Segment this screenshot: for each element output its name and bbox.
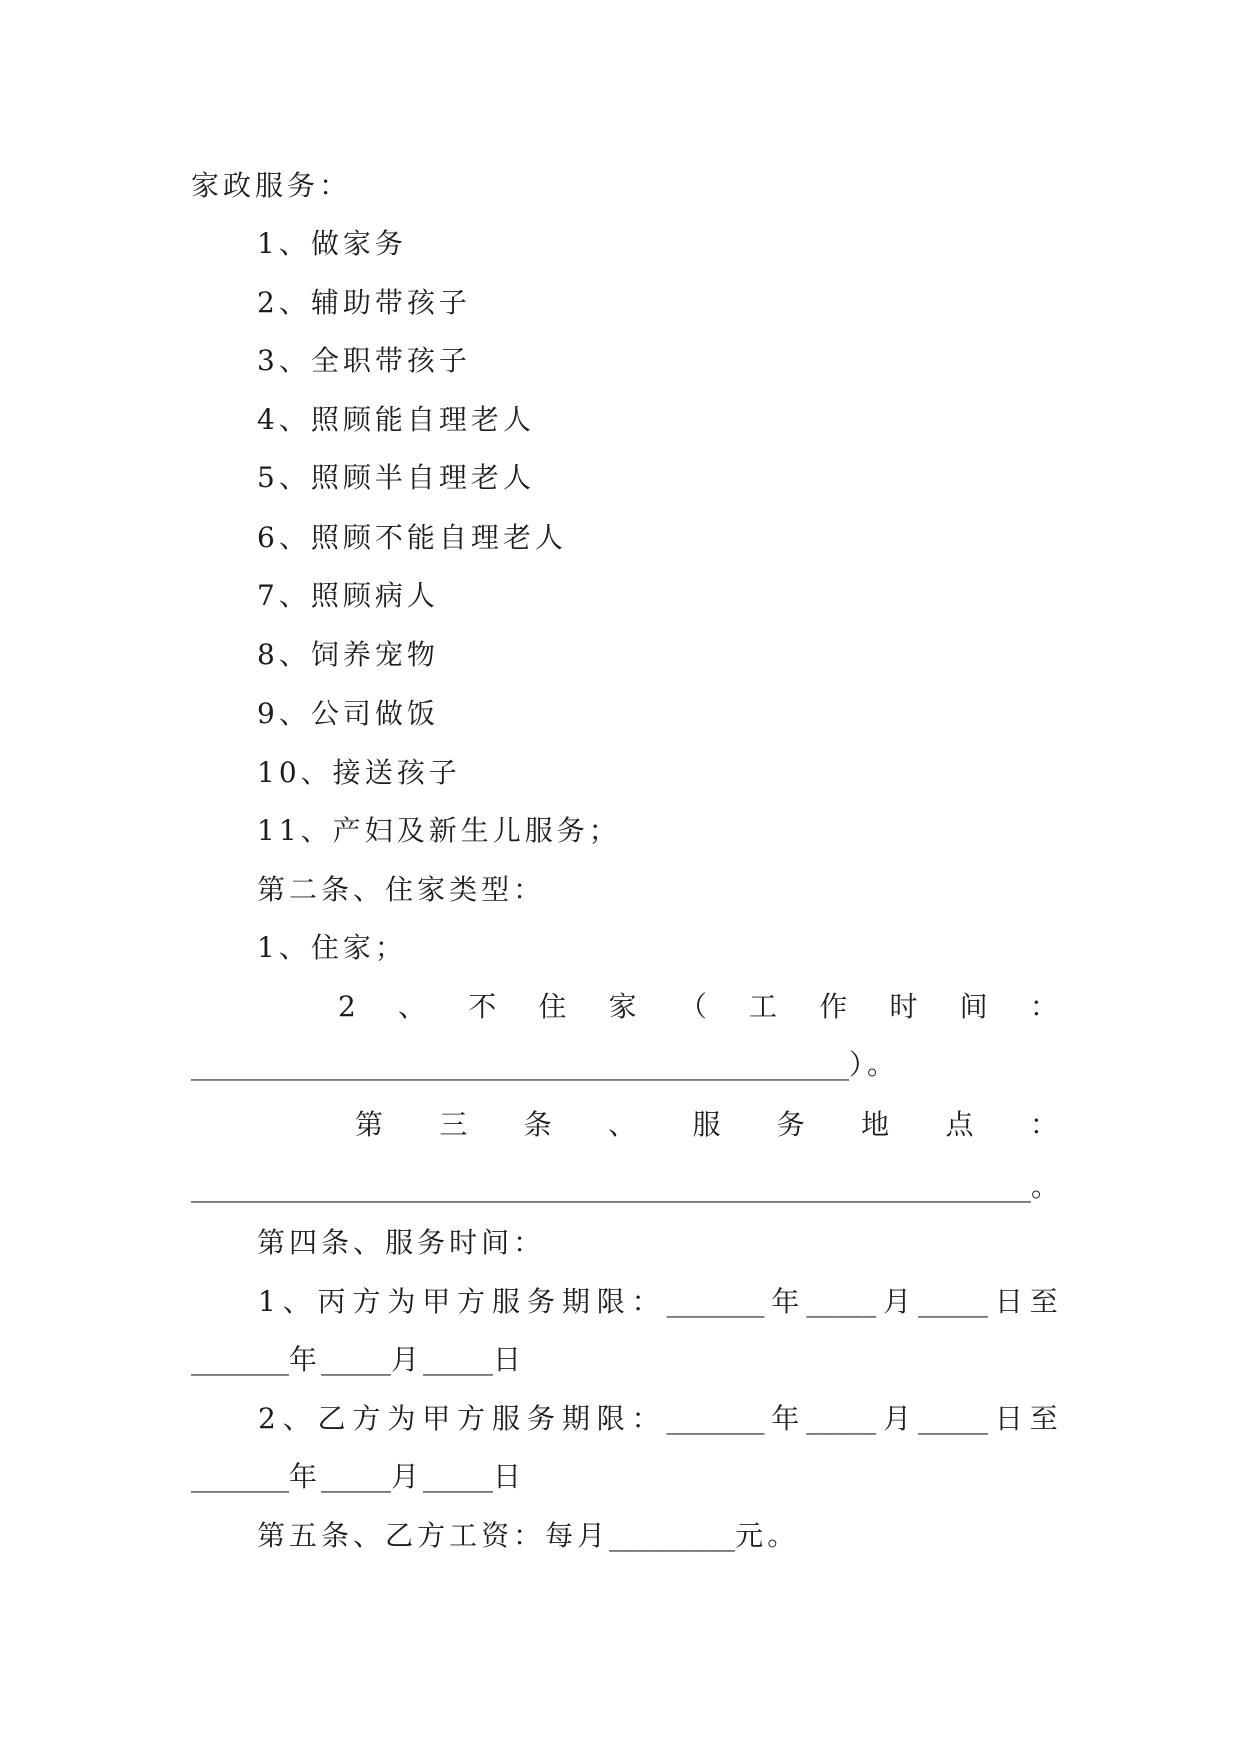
text-char: 、 — [398, 990, 427, 1023]
text-char: 第 — [257, 1226, 290, 1259]
text-char: 。 — [767, 1519, 800, 1552]
text-char: 时 — [449, 1226, 482, 1259]
text-char: 顾 — [342, 461, 375, 494]
text-char: 不 — [374, 521, 407, 554]
text-char: 5 — [257, 461, 279, 494]
text-char: 、 — [282, 1402, 311, 1435]
fill-in-blank: _____ — [918, 1402, 989, 1435]
text-char: 老 — [470, 403, 503, 436]
text-char: 4 — [257, 403, 279, 436]
fill-in-blank: _______ — [666, 1402, 765, 1435]
text-char: 家 — [608, 990, 637, 1023]
text-char: 日 — [994, 1402, 1023, 1435]
text-char: 务 — [417, 1226, 450, 1259]
text-char: 限 — [596, 1402, 625, 1435]
text-char: 年 — [289, 1343, 322, 1376]
text-char: 类 — [449, 873, 482, 906]
text-char: 为 — [387, 1402, 416, 1435]
text-char: ： — [513, 1226, 546, 1259]
text-char: 资 — [481, 1519, 514, 1552]
text-char: ） — [849, 1048, 868, 1081]
text-char: 条 — [523, 1108, 552, 1141]
text-char: 助 — [342, 286, 375, 319]
text-char: 月 — [883, 1285, 912, 1318]
text-char: 日 — [493, 1343, 526, 1376]
text-char: 年 — [289, 1460, 322, 1493]
text-char: 1 — [278, 814, 301, 847]
text-char: 作 — [819, 990, 848, 1023]
text-char: 期 — [561, 1285, 590, 1318]
text-char: 、 — [278, 403, 311, 436]
text-char: 、 — [278, 521, 311, 554]
text-char: 乙 — [317, 1402, 346, 1435]
text-char: 四 — [289, 1226, 322, 1259]
service-item — [257, 518, 567, 558]
text-char: 2 — [338, 990, 356, 1023]
text-char: 间 — [481, 1226, 514, 1259]
text-char: ： — [513, 873, 546, 906]
text-char: 、 — [278, 931, 311, 964]
text-char: 全 — [310, 344, 343, 377]
text-char: 方 — [352, 1402, 381, 1435]
text-char: 家 — [417, 873, 450, 906]
text-char: 日 — [994, 1285, 1023, 1318]
text-char: 新 — [428, 814, 461, 847]
text-char: 乙 — [385, 1519, 418, 1552]
text-char: 三 — [439, 1108, 468, 1141]
text-char: ； — [588, 814, 621, 847]
article-2-option-1 — [257, 928, 407, 968]
text-char: 不 — [468, 990, 497, 1023]
text-char: 人 — [502, 403, 535, 436]
text-char: 方 — [457, 1285, 486, 1318]
text-char: 1 — [257, 814, 279, 847]
article-4-period-1-end — [191, 1340, 525, 1380]
text-char: 接 — [332, 756, 365, 789]
text-char: 日 — [493, 1460, 526, 1493]
text-char: 7 — [257, 579, 279, 612]
text-char: 方 — [457, 1402, 486, 1435]
text-char: 老 — [470, 461, 503, 494]
fill-in-blank: _______ — [191, 1460, 289, 1493]
text-char: 家 — [342, 931, 375, 964]
text-char: 住 — [310, 931, 343, 964]
text-char: 带 — [374, 344, 407, 377]
text-char: 丙 — [317, 1285, 346, 1318]
text-char: 间 — [959, 990, 988, 1023]
text-char: 服 — [692, 1108, 721, 1141]
text-char: 自 — [438, 521, 471, 554]
text-char: 家 — [191, 169, 224, 202]
text-char: 年 — [771, 1285, 800, 1318]
article-3-location-blank — [191, 1167, 1063, 1207]
fill-in-blank: _______________________________________________ — [191, 1048, 849, 1081]
service-item — [257, 341, 471, 381]
service-item — [257, 811, 621, 851]
text-char: 能 — [374, 403, 407, 436]
text-char: 1 — [258, 1285, 276, 1318]
text-char: 务 — [776, 1108, 805, 1141]
article-4-title — [257, 1223, 545, 1263]
text-char: 家 — [342, 227, 375, 260]
text-char: 服 — [524, 814, 557, 847]
text-char: 、 — [278, 638, 311, 671]
text-char: 为 — [387, 1285, 416, 1318]
text-char: 限 — [596, 1285, 625, 1318]
text-char: 照 — [310, 403, 343, 436]
text-char: 元 — [735, 1519, 768, 1552]
text-char: ： — [631, 1285, 660, 1318]
text-char: 方 — [417, 1519, 450, 1552]
text-char: 、 — [353, 1519, 386, 1552]
text-char: 能 — [406, 521, 439, 554]
text-char: 住 — [385, 873, 418, 906]
service-item — [257, 753, 461, 793]
text-char: 、 — [278, 227, 311, 260]
text-char: 孩 — [406, 286, 439, 319]
text-char: ： — [1029, 990, 1058, 1023]
text-char: 至 — [1029, 1285, 1058, 1318]
text-char: 饲 — [310, 638, 343, 671]
text-char: 每 — [545, 1519, 578, 1552]
text-char: 条 — [321, 873, 354, 906]
text-char: 公 — [310, 697, 343, 730]
service-item — [257, 400, 535, 440]
text-char: 自 — [406, 461, 439, 494]
text-char: 妇 — [364, 814, 397, 847]
text-char: 五 — [289, 1519, 322, 1552]
fill-in-blank: _____ — [806, 1285, 877, 1318]
text-char: 、 — [278, 286, 311, 319]
text-char: 子 — [428, 756, 461, 789]
article-3-title — [355, 1105, 1058, 1145]
text-char: 务 — [526, 1285, 555, 1318]
fill-in-blank: _____ — [806, 1402, 877, 1435]
text-char: 工 — [449, 1519, 482, 1552]
text-char: 9 — [257, 697, 279, 730]
text-char: 1 — [257, 227, 279, 260]
text-char: 甲 — [422, 1402, 451, 1435]
text-char: 务 — [556, 814, 589, 847]
text-char: 子 — [438, 344, 471, 377]
text-char: 1 — [257, 931, 279, 964]
text-char: 、 — [278, 344, 311, 377]
text-char: 孩 — [406, 344, 439, 377]
text-char: 、 — [300, 814, 333, 847]
text-char: 、 — [353, 873, 386, 906]
text-char: 儿 — [492, 814, 525, 847]
text-char: 务 — [287, 169, 320, 202]
text-char: 型 — [481, 873, 514, 906]
text-char: 、 — [278, 579, 311, 612]
text-char: 6 — [257, 521, 279, 554]
text-char: 、 — [282, 1285, 311, 1318]
article-2-title — [257, 870, 545, 910]
text-char: （ — [678, 990, 707, 1023]
text-char: 服 — [385, 1226, 418, 1259]
text-char: 务 — [526, 1402, 555, 1435]
text-char: 0 — [278, 756, 301, 789]
fill-in-blank: ____________________________________________________________ — [191, 1170, 1031, 1203]
text-char: 二 — [289, 873, 322, 906]
text-char: 孩 — [396, 756, 429, 789]
text-char: 、 — [278, 461, 311, 494]
article-4-period-2 — [258, 1399, 1058, 1439]
text-char: 方 — [352, 1285, 381, 1318]
fill-in-blank: _____ — [321, 1460, 392, 1493]
text-char: 服 — [492, 1402, 521, 1435]
text-char: 照 — [310, 521, 343, 554]
text-char: 、 — [300, 756, 333, 789]
text-char: 顾 — [342, 403, 375, 436]
text-char: 甲 — [422, 1285, 451, 1318]
text-char: 工 — [749, 990, 778, 1023]
text-char: 养 — [342, 638, 375, 671]
text-char: 。 — [1031, 1170, 1064, 1203]
text-char: 宠 — [374, 638, 407, 671]
text-char: 照 — [310, 579, 343, 612]
service-item — [257, 224, 407, 264]
text-char: 时 — [889, 990, 918, 1023]
text-char: 点 — [945, 1108, 974, 1141]
text-char: 顾 — [342, 579, 375, 612]
text-char: 第 — [257, 1519, 290, 1552]
text-char: 第 — [257, 873, 290, 906]
text-char: ： — [513, 1519, 546, 1552]
service-item — [257, 694, 439, 734]
text-char: 自 — [406, 403, 439, 436]
fill-in-blank: _____ — [321, 1343, 392, 1376]
text-char: 1 — [257, 756, 279, 789]
text-char: 司 — [342, 697, 375, 730]
text-char: 做 — [310, 227, 343, 260]
fill-in-blank: _______ — [191, 1343, 289, 1376]
text-char: 人 — [502, 461, 535, 494]
service-item — [257, 576, 439, 616]
text-char: ： — [319, 169, 352, 202]
text-char: 物 — [406, 638, 439, 671]
text-char: 理 — [438, 461, 471, 494]
text-char: 带 — [374, 286, 407, 319]
text-char: ： — [1029, 1108, 1058, 1141]
service-item — [257, 458, 535, 498]
fill-in-blank: _____ — [423, 1343, 494, 1376]
article-2-work-time-blank — [191, 1045, 899, 1085]
text-char: 送 — [364, 756, 397, 789]
fill-in-blank: _______ — [666, 1285, 765, 1318]
text-char: 、 — [353, 1226, 386, 1259]
text-char: 职 — [342, 344, 375, 377]
article-4-period-2-end — [191, 1457, 525, 1497]
text-char: 月 — [883, 1402, 912, 1435]
text-char: 、 — [278, 697, 311, 730]
text-char: 顾 — [342, 521, 375, 554]
text-char: 条 — [321, 1226, 354, 1259]
text-char: 做 — [374, 697, 407, 730]
text-char: ： — [631, 1402, 660, 1435]
text-char: 服 — [492, 1285, 521, 1318]
text-char: 年 — [771, 1402, 800, 1435]
fill-in-blank: _____ — [423, 1460, 494, 1493]
text-char: 、 — [608, 1108, 637, 1141]
text-char: 第 — [355, 1108, 384, 1141]
text-char: 政 — [223, 169, 256, 202]
services-heading — [191, 166, 351, 206]
text-char: 老 — [502, 521, 535, 554]
text-char: 地 — [861, 1108, 890, 1141]
text-char: 3 — [257, 344, 279, 377]
text-char: 生 — [460, 814, 493, 847]
text-char: 辅 — [310, 286, 343, 319]
text-char: 至 — [1029, 1402, 1058, 1435]
article-2-option-2 — [338, 987, 1058, 1027]
fill-in-blank: _____ — [918, 1285, 989, 1318]
text-char: 理 — [438, 403, 471, 436]
text-char: 期 — [561, 1402, 590, 1435]
text-char: 2 — [257, 286, 279, 319]
text-char: 病 — [374, 579, 407, 612]
text-char: 住 — [538, 990, 567, 1023]
text-char: 8 — [257, 638, 279, 671]
article-5-salary — [257, 1516, 799, 1556]
text-char: 理 — [470, 521, 503, 554]
text-char: 月 — [391, 1343, 424, 1376]
text-char: 服 — [255, 169, 288, 202]
text-char: 人 — [406, 579, 439, 612]
text-char: 饭 — [406, 697, 439, 730]
text-char: 月 — [577, 1519, 610, 1552]
service-item — [257, 283, 471, 323]
text-char: 产 — [332, 814, 365, 847]
text-char: 务 — [374, 227, 407, 260]
text-char: 。 — [867, 1048, 900, 1081]
text-char: 条 — [321, 1519, 354, 1552]
text-char: 半 — [374, 461, 407, 494]
fill-in-blank: _________ — [609, 1519, 736, 1552]
text-char: 2 — [258, 1402, 276, 1435]
text-char: 及 — [396, 814, 429, 847]
text-char: 照 — [310, 461, 343, 494]
article-4-period-1 — [258, 1282, 1058, 1322]
text-char: ； — [374, 931, 407, 964]
text-char: 月 — [391, 1460, 424, 1493]
text-char: 子 — [438, 286, 471, 319]
text-char: 人 — [534, 521, 567, 554]
service-item — [257, 635, 439, 675]
